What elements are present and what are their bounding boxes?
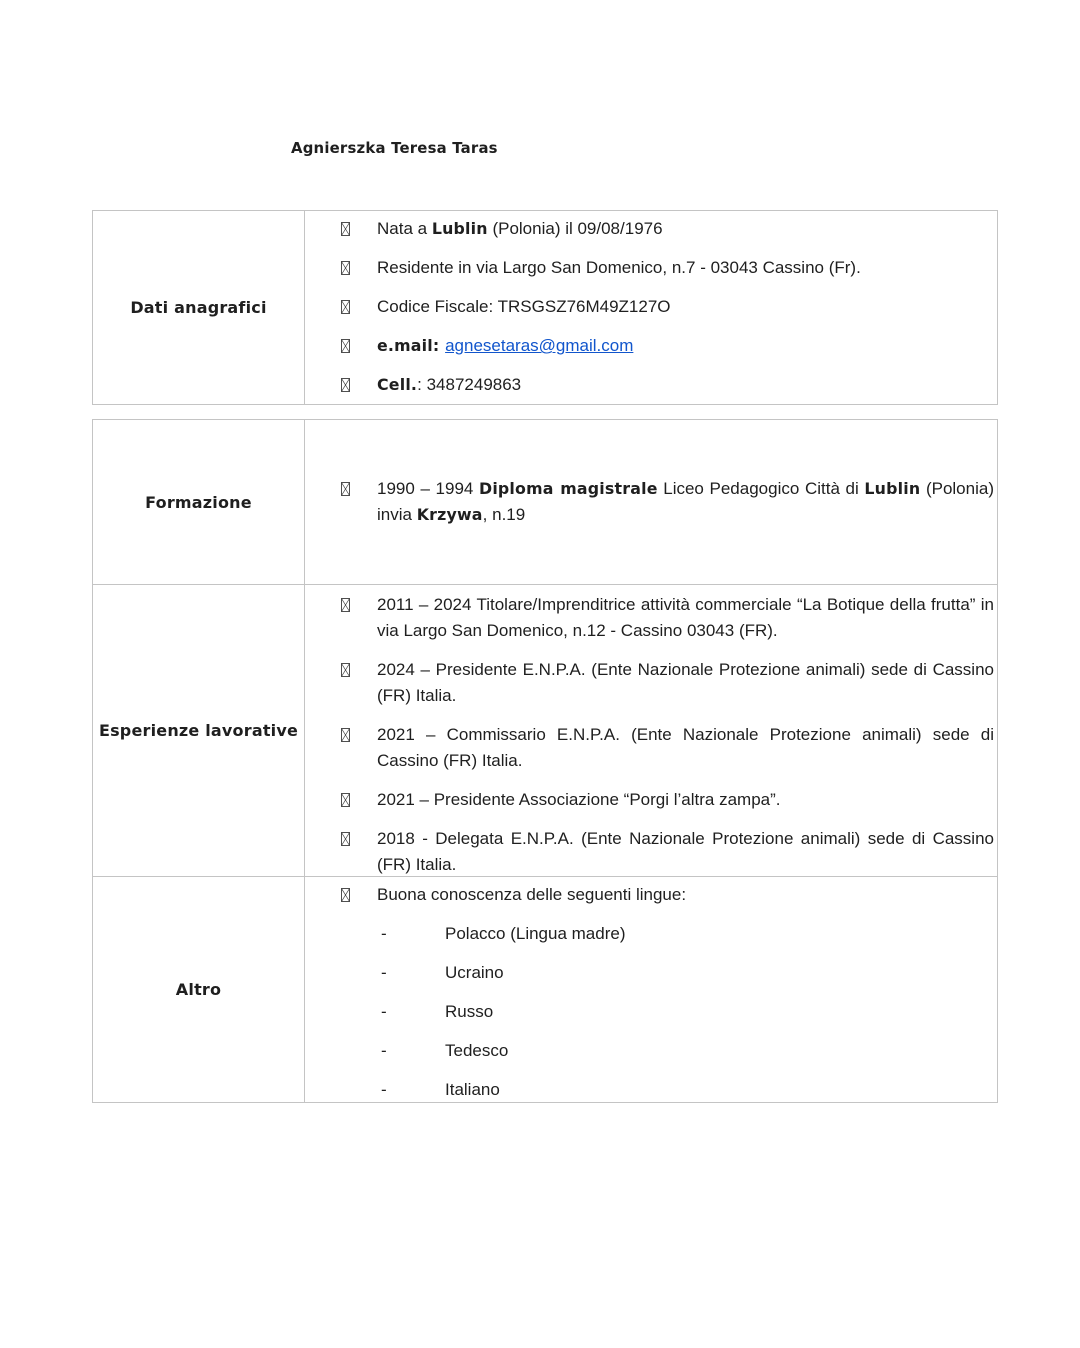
table-row-altro	[93, 876, 997, 1102]
text-run: 1990 – 1994	[377, 479, 479, 498]
page-title: Agnierszka Teresa Taras	[291, 139, 498, 157]
list-item	[305, 826, 994, 878]
missing-glyph-bullet-icon	[341, 793, 350, 807]
text-run: Residente in via Largo San Domenico, n.7 - 03043 Cassino (Fr).	[377, 258, 861, 277]
education-entry-text	[377, 476, 994, 528]
dash-bullet: -	[381, 1002, 387, 1021]
text-run-hand: Krzywa	[416, 505, 483, 524]
birth-info-text	[377, 216, 994, 242]
work-entry-text: 2011 – 2024 Titolare/Imprenditrice attività commerciale “La Botique della frutta” in via Largo San Domenico, n.12 - Cassino 03043 (FR).	[377, 595, 994, 640]
list-item	[305, 657, 994, 709]
section-label-formazione: Formazione	[145, 492, 252, 512]
text-run-hand: Lublin	[864, 479, 921, 498]
text-run: , n.19	[482, 505, 526, 524]
language-name: Russo	[445, 1002, 494, 1021]
list-item	[305, 294, 994, 320]
missing-glyph-bullet-icon	[341, 832, 350, 846]
email-line	[377, 333, 994, 359]
language-item	[305, 960, 994, 986]
missing-glyph-bullet-icon	[341, 339, 350, 353]
work-entry-text: 2021 – Presidente Associazione “Porgi l’altra zampa”.	[377, 790, 781, 809]
altro-content-cell	[305, 877, 997, 1102]
residence-text	[377, 255, 994, 281]
list-item	[305, 722, 994, 774]
missing-glyph-bullet-icon	[341, 378, 350, 392]
table-curriculum-sections	[92, 419, 998, 1103]
dati-content-cell	[305, 211, 997, 404]
text-run: Liceo Pedagogico Città di	[657, 479, 865, 498]
section-label-dati-anagrafici: Dati anagrafici	[130, 298, 267, 317]
languages-intro-text: Buona conoscenza delle seguenti lingue:	[377, 885, 687, 904]
missing-glyph-bullet-icon	[341, 261, 350, 275]
table-row	[93, 211, 997, 404]
work-entry-text: 2024 – Presidente E.N.P.A. (Ente Nazionale Protezione animali) sede di Cassino (FR) Italia.	[377, 660, 994, 705]
email-link[interactable]: agnesetaras@gmail.com	[445, 336, 634, 355]
list-item	[305, 882, 994, 908]
language-name: Italiano	[445, 1080, 500, 1099]
row-label-cell-esperienze	[93, 585, 305, 876]
language-item	[305, 999, 994, 1025]
missing-glyph-bullet-icon	[341, 482, 350, 496]
section-label-altro: Altro	[175, 980, 222, 999]
list-item	[305, 476, 994, 528]
missing-glyph-bullet-icon	[341, 888, 350, 902]
list-item	[305, 333, 994, 359]
phone-line	[377, 372, 994, 398]
table-dati-anagrafici	[92, 210, 998, 405]
list-item	[305, 787, 994, 813]
missing-glyph-bullet-icon	[341, 598, 350, 612]
text-run-hand: Diploma magistrale	[479, 479, 658, 498]
row-label-cell-formazione	[93, 420, 305, 584]
language-name: Polacco (Lingua madre)	[445, 924, 626, 943]
email-label: e.mail:	[377, 336, 446, 355]
language-item	[305, 1077, 994, 1103]
dash-bullet: -	[381, 963, 387, 982]
list-item	[305, 216, 994, 242]
work-entry-text: 2018 - Delegata E.N.P.A. (Ente Nazionale Protezione animali) sede di Cassino (FR) Italia.	[377, 829, 994, 874]
missing-glyph-bullet-icon	[341, 728, 350, 742]
dash-bullet: -	[381, 1080, 387, 1099]
list-item	[305, 372, 994, 398]
missing-glyph-bullet-icon	[341, 222, 350, 236]
row-label-cell-dati	[93, 211, 305, 404]
fiscal-code-text	[377, 294, 994, 320]
dash-bullet: -	[381, 1041, 387, 1060]
text-run: (Polonia) il 09/08/1976	[487, 219, 663, 238]
list-item	[305, 255, 994, 281]
text-run: Nata a	[377, 219, 432, 238]
phone-number: : 3487249863	[417, 375, 522, 394]
text-run: Codice Fiscale: TRSGSZ76M49Z127O	[377, 297, 671, 316]
row-label-cell-altro	[93, 877, 305, 1102]
missing-glyph-bullet-icon	[341, 300, 350, 314]
language-name: Ucraino	[445, 963, 504, 982]
language-item	[305, 1038, 994, 1064]
esperienze-content-cell	[305, 585, 997, 876]
table-row-esperienze	[93, 584, 997, 876]
missing-glyph-bullet-icon	[341, 663, 350, 677]
language-item	[305, 921, 994, 947]
text-run: (Polonia) invia	[377, 479, 994, 524]
cell-label: Cell.	[377, 375, 418, 394]
text-run-hand: Lublin	[431, 219, 488, 238]
section-label-esperienze-lavorative: Esperienze lavorative	[98, 721, 299, 740]
language-name: Tedesco	[445, 1041, 509, 1060]
dash-bullet: -	[381, 924, 387, 943]
table-row-formazione	[93, 420, 997, 584]
formazione-content-cell	[305, 420, 997, 584]
list-item	[305, 592, 994, 644]
work-entry-text: 2021 – Commissario E.N.P.A. (Ente Nazionale Protezione animali) sede di Cassino (FR) Italia.	[377, 725, 994, 770]
